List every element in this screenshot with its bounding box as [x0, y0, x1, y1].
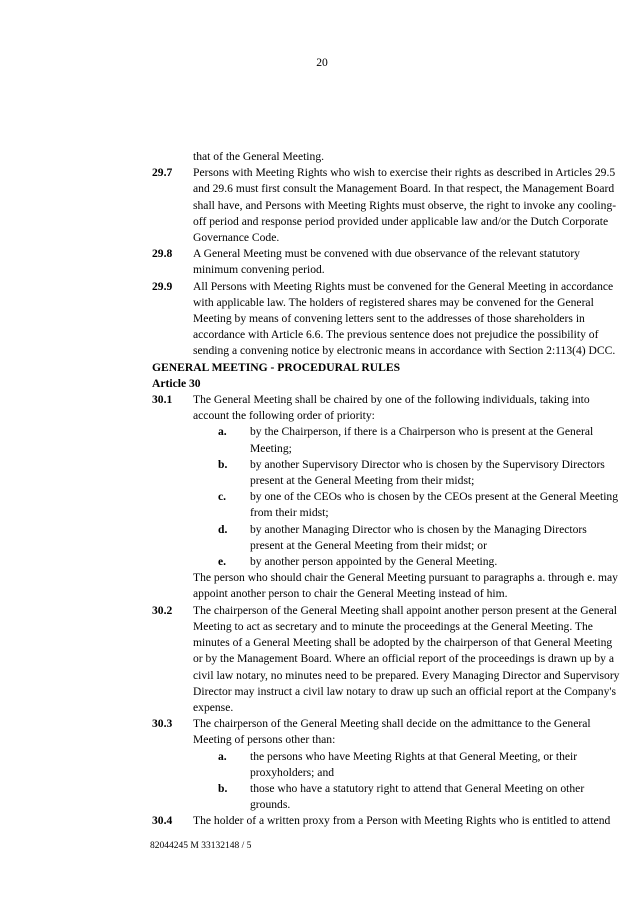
sub-item-b [218, 457, 621, 489]
sub-letter: c. [218, 490, 227, 504]
clause-30-4 [152, 813, 621, 829]
clause-number: 30.1 [152, 393, 173, 407]
sub-text: by the Chairperson, if there is a Chairperson who is present at the General Meeting; [250, 425, 594, 455]
sub-text: the persons who have Meeting Rights at that General Meeting, or their proxyholders; and [250, 749, 578, 779]
clause-30-3 [152, 716, 621, 813]
clause-text: The General Meeting shall be chaired by one of the following individuals, taking into account the following order of priority: [193, 393, 590, 423]
clause-text: A General Meeting must be convened with due observance of the relevant statutory minimum convening period. [193, 247, 580, 277]
clause-number: 30.3 [152, 717, 173, 731]
clause-30-1 [152, 392, 621, 603]
clause-text: All Persons with Meeting Rights must be convened for the General Meeting in accordance with applicable law. The holders of registered shares may be convened for the General Meeting by means of convening letters sent to the addresses of those shareholders in accordance with Article 6.6. The previous sentence does not prejudice the possibility of sending a convening notice by electronic means in accordance with Section 2:113(4) DCC. [193, 279, 616, 358]
sub-item-a [218, 749, 621, 781]
clause-text: The chairperson of the General Meeting shall decide on the admittance to the General Meeting of persons other than: [193, 717, 591, 747]
sub-item-c [218, 489, 621, 521]
sub-letter: e. [218, 555, 227, 569]
sub-letter: a. [218, 749, 227, 763]
sub-letter: b. [218, 781, 228, 795]
sub-text: by another person appointed by the General Meeting. [250, 555, 498, 569]
sub-letter: a. [218, 425, 227, 439]
clause-number: 29.9 [152, 279, 173, 293]
clause-number: 30.2 [152, 603, 173, 617]
sub-list [218, 749, 621, 814]
clause-29-7 [152, 165, 621, 246]
sub-list [218, 424, 621, 570]
clause-29-9 [152, 279, 621, 360]
sub-letter: d. [218, 522, 228, 536]
sub-item-d [218, 522, 621, 554]
clause-text: The chairperson of the General Meeting shall appoint another person present at the General Meeting to act as secretary and to minute the proceedings at the General Meeting. The minutes of a General Meeting shall be adopted by the chairperson of that General Meeting or by the Management Board. Where an official report of the proceedings is drawn up by a civil law notary, no minutes need to be prepared. Every Managing Director and Supervisory Director may instruct a civil law notary to draw up such an official report at the Company's expense. [193, 603, 620, 714]
clause-body [193, 392, 621, 603]
sub-text: by one of the CEOs who is chosen by the CEOs present at the General Meeting from their midst; [250, 490, 619, 520]
clause-number: 30.4 [152, 814, 173, 828]
document-footer: 82044245 M 33132148 / 5 [150, 841, 252, 851]
clause-text: The holder of a written proxy from a Person with Meeting Rights who is entitled to attend [193, 814, 611, 828]
clause-30-2 [152, 603, 621, 716]
sub-text: by another Supervisory Director who is chosen by the Supervisory Directors present at the General Meeting from their midst; [250, 457, 605, 488]
sub-text: by another Managing Director who is chosen by the Managing Directors present at the General Meeting from their midst; or [250, 522, 587, 552]
clause-number: 29.8 [152, 247, 173, 261]
clause-body [193, 716, 621, 813]
section-heading: GENERAL MEETING - PROCEDURAL RULES [152, 360, 401, 374]
clause-29-8 [152, 246, 621, 278]
sub-item-b [218, 781, 621, 813]
clause-text: Persons with Meeting Rights who wish to exercise their rights as described in Articles 29.5 and 29.6 must first consult the Management Board. In that respect, the Management Board shall have, and Persons with Meeting Rights must observe, the right to invoke any cooling-off period and response period provided under applicable law and/or the Dutch Corporate Governance Code. [193, 166, 617, 245]
sub-letter: b. [218, 457, 228, 471]
page-number: 20 [316, 56, 328, 69]
sub-item-e [218, 554, 621, 570]
sub-item-a [218, 424, 621, 456]
sub-text: those who have a statutory right to attend that General Meeting on other grounds. [250, 781, 585, 812]
article-heading: Article 30 [152, 376, 201, 390]
clause-number: 29.7 [152, 166, 173, 180]
document-body [152, 149, 621, 830]
clause-text-after: The person who should chair the General Meeting pursuant to paragraphs a. through e. may appoint another person to chair the General Meeting instead of him. [193, 571, 618, 601]
paragraph-continuation: that of the General Meeting. [193, 150, 325, 163]
